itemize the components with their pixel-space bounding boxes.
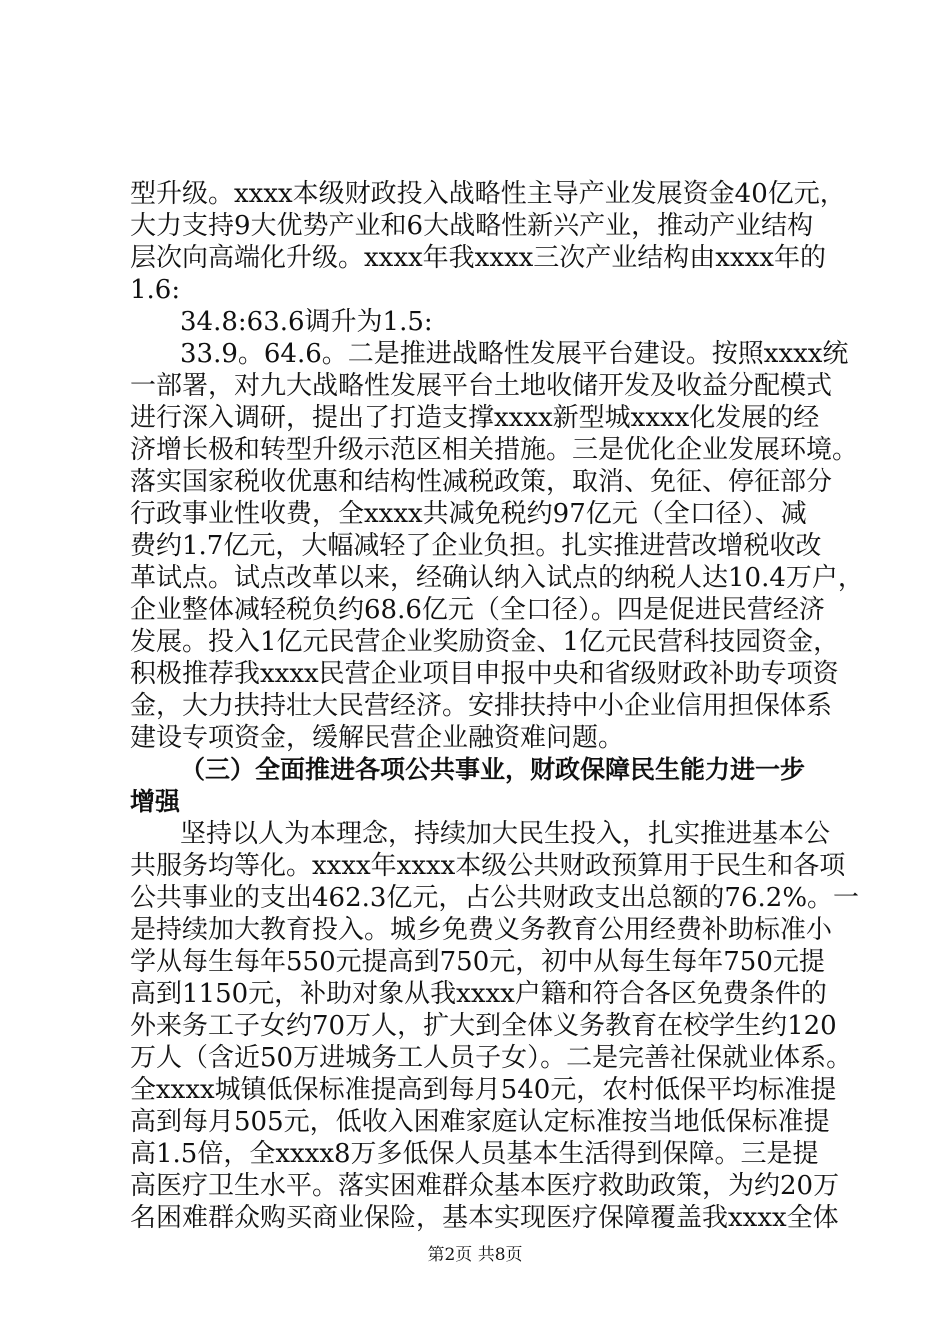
body-line: 高1.5倍，全xxxx8万多低保人员基本生活得到保障。三是提 [130, 1139, 819, 1169]
body-line: 外来务工子女约70万人，扩大到全体义务教育在校学生约120 [130, 1011, 837, 1041]
body-line: 高到1150元，补助对象从我xxxx户籍和符合各区免费条件的 [130, 979, 827, 1009]
body-line: 建设专项资金，缓解民营企业融资难问题。 [130, 723, 625, 753]
body-line: 公共事业的支出462.3亿元，占公共财政支出总额的76.2%。一 [130, 883, 860, 913]
body-line: 是持续加大教育投入。城乡免费义务教育公用经费补助标准小 [130, 915, 833, 945]
body-line: 进行深入调研，提出了打造支撑xxxx新型城xxxx化发展的经 [130, 403, 820, 433]
body-line: 万人（含近50万进城务工人员子女）。二是完善社保就业体系。 [130, 1043, 853, 1073]
body-line: 革试点。试点改革以来，经确认纳入试点的纳税人达10.4万户， [130, 563, 864, 593]
page-footer: 第2页 共8页 [427, 1245, 523, 1265]
body-line: 1.6: [130, 275, 181, 305]
body-line: 高医疗卫生水平。落实困难群众基本医疗救助政策，为约20万 [130, 1171, 840, 1201]
body-line: 高到每月505元，低收入困难家庭认定标准按当地低保标准提 [130, 1107, 830, 1137]
body-line: 型升级。xxxx本级财政投入战略性主导产业发展资金40亿元， [130, 179, 846, 209]
body-line: 企业整体减轻税负约68.6亿元（全口径）。四是促进民营经济 [130, 595, 825, 625]
body-line: 33.9。64.6。二是推进战略性发展平台建设。按照xxxx统 [180, 339, 849, 369]
body-line: 一部署，对九大战略性发展平台土地收储开发及收益分配模式 [130, 371, 833, 401]
body-line: 发展。投入1亿元民营企业奖励资金、1亿元民营科技园资金， [130, 627, 840, 657]
section-heading: 增强 [130, 787, 181, 816]
body-line: 共服务均等化。xxxx年xxxx本级公共财政预算用于民生和各项 [130, 851, 846, 881]
body-line: 济增长极和转型升级示范区相关措施。三是优化企业发展环境。 [130, 435, 859, 465]
body-line: 34.8:63.6调升为1.5: [180, 307, 433, 337]
body-line: 金，大力扶持壮大民营经济。安排扶持中小企业信用担保体系 [130, 691, 833, 721]
body-line: 费约1.7亿元，大幅减轻了企业负担。扎实推进营改增税收改 [130, 531, 822, 561]
body-line: 学从每生每年550元提高到750元，初中从每生每年750元提 [130, 947, 825, 977]
body-line: 坚持以人为本理念，持续加大民生投入，扎实推进基本公 [180, 819, 831, 849]
section-heading: （三）全面推进各项公共事业，财政保障民生能力进一步 [180, 755, 806, 784]
body-line: 层次向高端化升级。xxxx年我xxxx三次产业结构由xxxx年的 [130, 243, 826, 273]
body-line: 积极推荐我xxxx民营企业项目申报中央和省级财政补助专项资 [130, 659, 839, 689]
body-line: 大力支持9大优势产业和6大战略性新兴产业，推动产业结构 [130, 211, 814, 241]
body-line: 全xxxx城镇低保标准提高到每月540元，农村低保平均标准提 [130, 1075, 837, 1105]
body-line: 名困难群众购买商业保险，基本实现医疗保障覆盖我xxxx全体 [130, 1203, 839, 1233]
body-line: 行政事业性收费，全xxxx共减免税约97亿元（全口径）、减 [130, 499, 807, 529]
body-line: 落实国家税收优惠和结构性减税政策，取消、免征、停征部分 [130, 467, 833, 497]
